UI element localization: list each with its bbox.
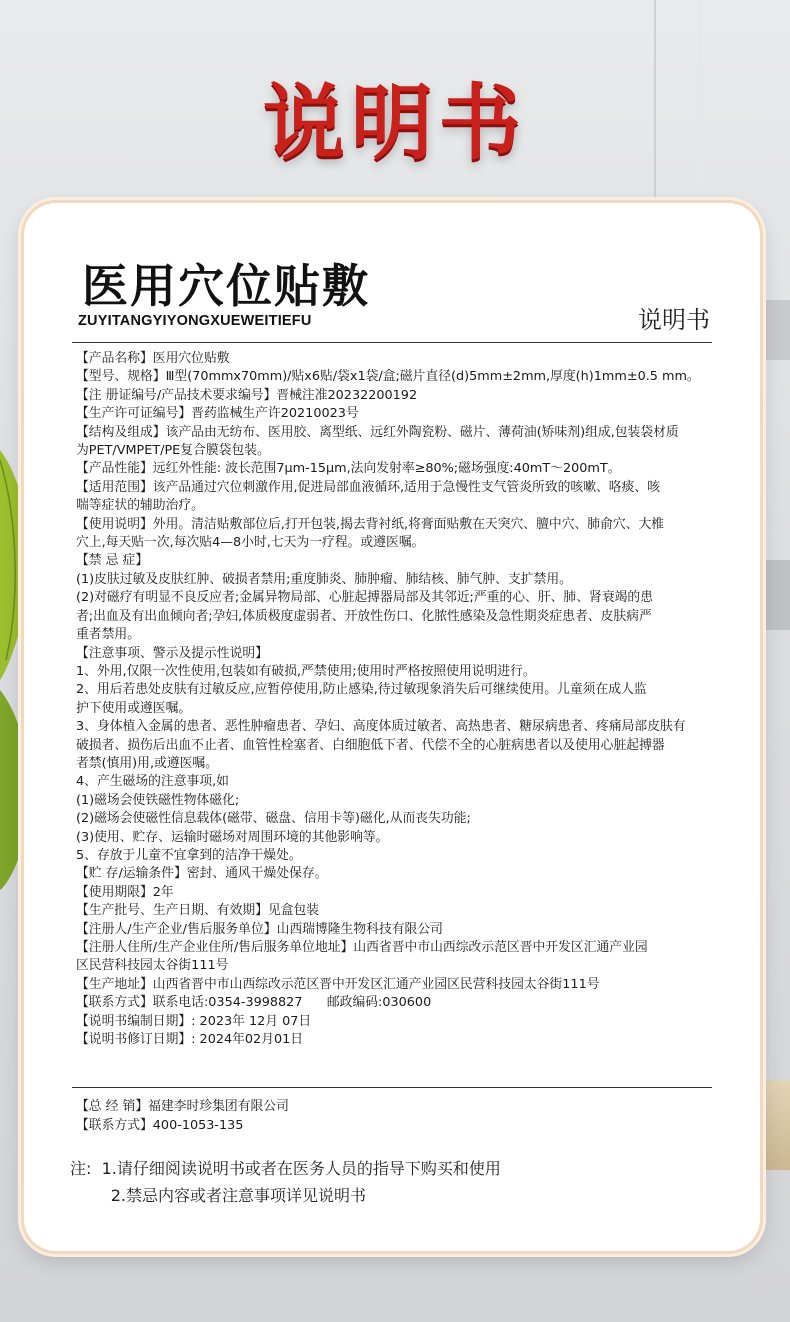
distributor-info	[76, 1097, 712, 1135]
content-line: 【说明书编制日期】: 2023年 12月 07日	[76, 1013, 312, 1029]
product-name: 医用穴位贴敷	[82, 259, 370, 313]
content-line: 【适用范围】该产品通过穴位刺激作用,促进局部血液循环,适用于急慢性支气管炎所致的咳嗽、咯痰、咳	[76, 479, 660, 495]
content-line: 【贮 存/运输条件】密封、通风干燥处保存。	[76, 866, 328, 882]
content-line: 2、用后若患处皮肤有过敏反应,应暂停使用,防止感染,待过敏现象消失后可继续使用。儿童须在成人监	[76, 682, 647, 698]
content-line: 【生产批号、生产日期、有效期】见盒包装	[76, 903, 320, 919]
content-line: 【结构及组成】该产品由无纺布、医用胶、离型纸、远红外陶瓷粉、磁片、薄荷油(矫味剂)组成,包装袋材质	[76, 424, 679, 440]
content-line: 【使用期限】2年	[76, 884, 174, 900]
content-line: 重者禁用。	[76, 627, 140, 643]
distributor-line: 【联系方式】400-1053-135	[76, 1118, 244, 1133]
content-line: 【生产许可证编号】晋药监械生产许20210023号	[76, 406, 359, 422]
content-line: 穴上,每天贴一次,每次贴4—8小时,七天为一疗程。或遵医嘱。	[76, 535, 425, 551]
content-line: 区民营科技园太谷街111号	[76, 958, 229, 974]
page-title: 说明书	[262, 75, 527, 171]
content-line: 【使用说明】外用。清洁贴敷部位后,打开包装,揭去背衬纸,将膏面贴敷在天突穴、膻中穴、肺俞穴、大椎	[76, 516, 665, 532]
content-line: 【生产地址】山西省晋中市山西综改示范区晋中开发区汇通产业园区民营科技园太谷街111号	[76, 976, 600, 992]
content-line: 为PET/VMPET/PE复合膜袋包装。	[76, 443, 270, 459]
document-label: 说明书	[638, 306, 710, 334]
content-line: (2)对磁疗有明显不良反应者;金属异物局部、心脏起搏器局部及其邻近;严重的心、肝、肺、肾衰竭的患	[76, 590, 654, 606]
content-line: 5、存放于儿童不宜拿到的洁净干燥处。	[76, 847, 302, 863]
note-line: 2.禁忌内容或者注意事项详见说明书	[70, 1186, 366, 1205]
content-line: 3、身体植入金属的患者、恶性肿瘤患者、孕妇、高度体质过敏者、高热患者、糖尿病患者、疼痛局部皮肤有	[76, 719, 686, 735]
content-line: 【型号、规格】Ⅲ型(70mmx70mm)/贴x6贴/袋x1袋/盒;磁片直径(d)5mm±2mm,厚度(h)1mm±0.5 mm。	[76, 369, 700, 385]
divider-top	[72, 342, 712, 343]
content-line: 【注 册证编号/产品技术要求编号】晋械注准20232200192	[76, 387, 418, 403]
content-line: 喘等症状的辅助治疗。	[76, 498, 204, 514]
content-line: (3)使用、贮存、运输时磁场对周围环境的其他影响等。	[76, 829, 389, 845]
note-line: 注: 1.请仔细阅读说明书或者在医务人员的指导下购买和使用	[70, 1159, 501, 1178]
content-line: 4、产生磁场的注意事项,如	[76, 774, 229, 790]
content-line: (2)磁场会使磁性信息载体(磁带、磁盘、信用卡等)磁化,从而丧失功能;	[76, 811, 471, 827]
content-line: 者禁(慎用)用,或遵医嘱。	[76, 755, 219, 771]
content-line: 【注册人住所/生产企业住所/售后服务单位地址】山西省晋中市山西综改示范区晋中开发区汇通产业园	[76, 940, 648, 955]
content-line: 【产品性能】远红外性能: 波长范围7μm-15μm,法向发射率≥80%;磁场强度:40mT～200mT。	[76, 461, 621, 477]
content-line: 1、外用,仅限一次性使用,包装如有破损,严禁使用;使用时严格按照使用说明进行。	[76, 663, 536, 679]
content-line: 【禁 忌 症】	[76, 553, 149, 569]
content-line: 【产品名称】医用穴位贴敷	[76, 351, 230, 366]
divider-bottom	[72, 1087, 712, 1088]
instruction-content	[76, 350, 712, 1049]
content-line: 【注册人/生产企业/售后服务单位】山西瑞博隆生物科技有限公司	[76, 921, 443, 937]
content-line: (1)磁场会使铁磁性物体磁化;	[76, 792, 240, 808]
distributor-line: 【总 经 销】福建李时珍集团有限公司	[76, 1099, 289, 1114]
product-pinyin: ZUYITANGYIYONGXUEWEITIEFU	[78, 313, 312, 329]
notes	[70, 1155, 730, 1209]
content-line: 破损者、损伤后出血不止者、血管性栓塞者、白细胞低下者、代偿不全的心脏病患者以及使用心脏起搏器	[76, 737, 665, 753]
content-line: 【注意事项、警示及提示性说明】	[76, 645, 268, 661]
content-line: (1)皮肤过敏及皮肤红肿、破损者禁用;重度肺炎、肺肿瘤、肺结核、肺气肿、支扩禁用。	[76, 571, 572, 587]
content-line: 【说明书修订日期】: 2024年02月01日	[76, 1032, 304, 1048]
content-line: 者;出血及有出血倾向者;孕妇,体质极度虚弱者、开放性伤口、化脓性感染及急性期炎症患者、皮肤病严	[76, 608, 652, 624]
content-line: 【联系方式】联系电话:0354-3998827 邮政编码:030600	[76, 995, 432, 1011]
content-line: 护下使用或遵医嘱。	[76, 700, 192, 716]
